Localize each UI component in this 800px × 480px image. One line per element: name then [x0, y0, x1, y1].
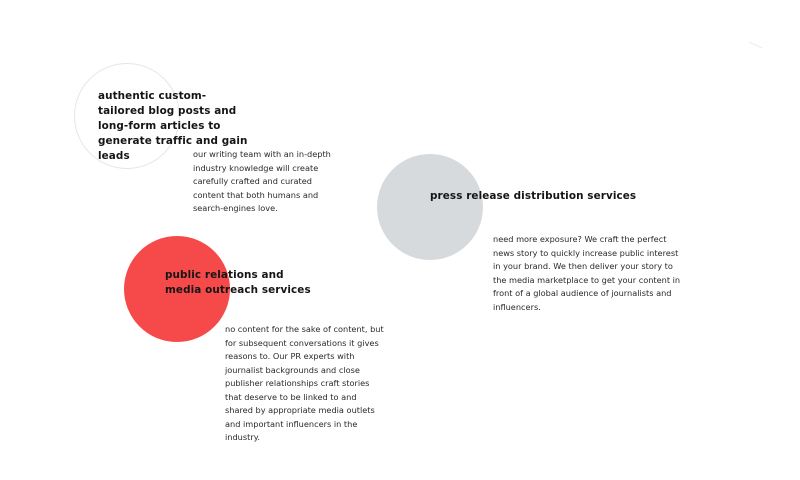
gray-circle-decoration	[377, 154, 483, 260]
public-relations-description: no content for the sake of content, but for subsequent conversations it gives reasons to. Our PR experts with journalist backgrounds and close publisher relationships craft stories that deserve to be linked to and shared by appropriate media outlets and important influencers in the industry.	[225, 324, 384, 442]
blog-posts-heading: authentic custom-tailored blog posts and long-form articles to generate traffic and gain leads	[98, 90, 248, 162]
press-release-description: need more exposure? We craft the perfect news story to quickly increase public interest in your brand. We then deliver your story to the media marketplace to get your content in front of a global audience of journalists and influencers.	[493, 234, 681, 312]
public-relations-heading: public relations and media outreach services	[165, 269, 311, 296]
corner-mark-decoration	[748, 40, 764, 50]
blog-posts-description: our writing team with an in-depth industry knowledge will create carefully crafted and curated content that both humans and search-engines love.	[193, 149, 331, 213]
press-release-heading: press release distribution services	[430, 190, 637, 202]
